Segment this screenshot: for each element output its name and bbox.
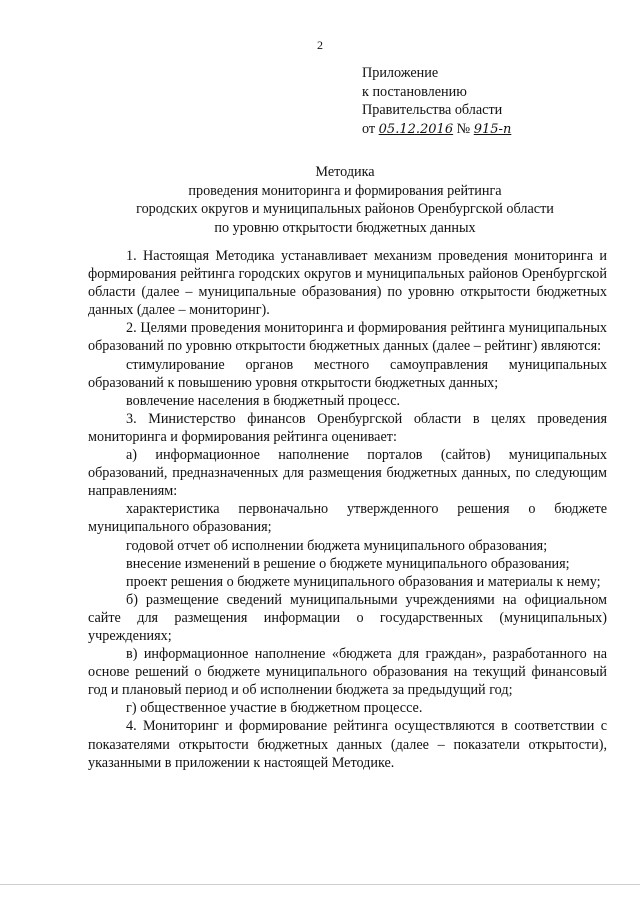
paragraph: г) общественное участие в бюджетном процессе. xyxy=(126,700,423,717)
paragraph: в) информационное наполнение «бюджета для граждан», разработанного на основе решений о бюджете муниципального образования на текущий финансовый год и плановый период и об исполнении бюджета за предыдущий год; xyxy=(88,646,607,699)
number-prefix: № xyxy=(456,120,471,137)
paragraph: а) информационное наполнение порталов (сайтов) муниципальных образований, предназначенных для размещения бюджетных данных, по следующим направлениям: xyxy=(88,447,607,500)
document-body xyxy=(88,247,607,772)
paragraph: 1. Настоящая Методика устанавливает механизм проведения мониторинга и формирования рейтинга городских округов и муниципальных районов Оренбургской области (далее – муниципальные образования) по уровню открытости бюджетных данных (далее – мониторинг). xyxy=(88,248,607,319)
paragraph: 4. Мониторинг и формирование рейтинга осуществляются в соответствии с показателями открытости бюджетных данных (далее – показатели открытости), указанными в приложении к настоящей Методике. xyxy=(88,718,607,771)
title-line-2: проведения мониторинга и формирования рейтинга xyxy=(188,182,502,199)
paragraph: годовой отчет об исполнении бюджета муниципального образования; xyxy=(126,537,548,554)
page-number: 2 xyxy=(317,38,323,52)
appendix-block xyxy=(362,64,511,139)
appendix-date-line xyxy=(362,120,511,140)
scan-edge-line xyxy=(0,884,640,885)
title-line-4: по уровню открытости бюджетных данных xyxy=(214,219,476,236)
paragraph: стимулирование органов местного самоуправления муниципальных образований к повышению уровня открытости бюджетных данных; xyxy=(88,356,607,391)
title-line-1: Методика xyxy=(315,164,375,180)
paragraph: проект решения о бюджете муниципального образования и материалы к нему; xyxy=(126,573,601,590)
paragraph: б) размещение сведений муниципальными учреждениями на официальном сайте для размещения информации о государственных (муниципальных) учреждениях; xyxy=(88,591,607,644)
appendix-line-2: к постановлению xyxy=(362,83,467,100)
appendix-line-3: Правительства области xyxy=(362,102,503,118)
paragraph: вовлечение населения в бюджетный процесс. xyxy=(126,392,401,409)
appendix-line-1: Приложение xyxy=(362,65,439,81)
paragraph: 2. Целями проведения мониторинга и формирования рейтинга муниципальных образований по уровню открытости бюджетных данных (далее – рейтинг) являются: xyxy=(88,320,607,355)
document-title xyxy=(80,163,610,237)
handwritten-date: 05.12.2016 xyxy=(378,121,454,137)
date-prefix: от xyxy=(362,120,376,137)
paragraph: характеристика первоначально утвержденного решения о бюджете муниципального образования; xyxy=(88,501,607,536)
handwritten-number: 915-п xyxy=(473,121,512,137)
paragraph: 3. Министерство финансов Оренбургской области в целях проведения мониторинга и формирования рейтинга оценивает: xyxy=(88,410,607,445)
paragraph: внесение изменений в решение о бюджете муниципального образования; xyxy=(126,555,570,572)
title-line-3: городских округов и муниципальных районов Оренбургской области xyxy=(136,201,554,217)
